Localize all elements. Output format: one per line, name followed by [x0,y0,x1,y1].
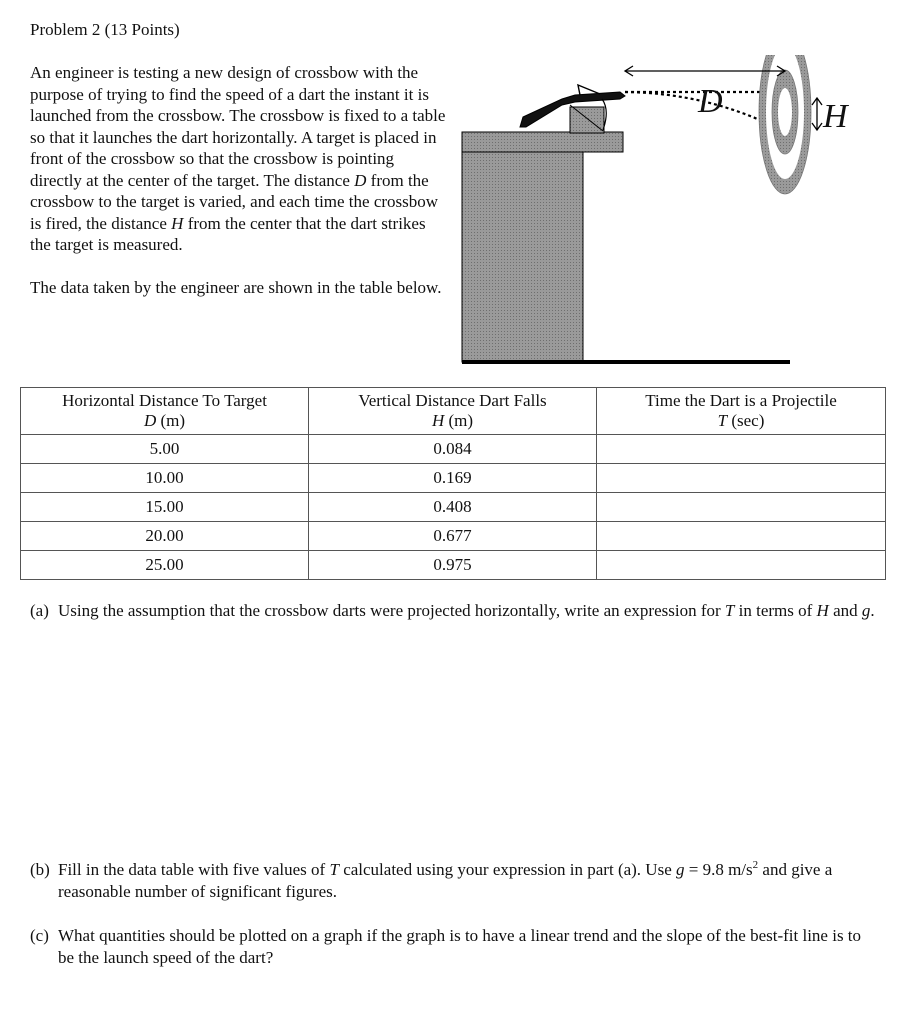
question-a-label: (a) [30,601,49,620]
label-h: H [823,98,848,135]
column-header-fall: Vertical Distance Dart Falls H (m) [309,388,597,435]
target-icon [759,55,811,194]
crossbow-diagram [450,55,900,375]
table-header-row [21,388,886,435]
table-row [21,522,886,551]
table-row [21,464,886,493]
data-table [20,387,886,580]
question-b-text: Fill in the data table with five values of T calculated using your expression in part (a). Use g = 9.8 $m/s^2$ and give a reasonable number of significant figures. [58,859,833,901]
cell-distance: 10.00 [21,464,309,493]
cell-distance: 25.00 [21,551,309,580]
table-row [21,551,886,580]
intro-paragraph-1: An engineer is testing a new design of crossbow with the purpose of trying to find the speed of a dart the instant it is launched from the crossbow. The crossbow is fixed to a table so that it launches the dart horizontally. A target is placed in front of the crossbow so that the crossbow is pointing directly at the center of the target. The distance D from the crossbow to the target is varied, and each time the crossbow is fired, the distance H from the center that the dart strikes the target is measured. [30,63,446,254]
cell-distance: 5.00 [21,435,309,464]
label-d: D [698,83,723,120]
table-icon [462,132,623,362]
question-c-text: What quantities should be plotted on a graph if the graph is to have a linear trend and the slope of the best-fit line is to be the launch speed of the dart? [58,926,862,967]
question-c [30,925,880,968]
ground-line [462,360,790,364]
intro-paragraph-2: The data taken by the engineer are shown in the table below. [30,278,442,297]
cell-fall: 0.084 [309,435,597,464]
cell-fall: 0.975 [309,551,597,580]
question-a-text: Using the assumption that the crossbow darts were projected horizontally, write an expression for T in terms of H and g. [58,601,875,620]
cell-fall: 0.169 [309,464,597,493]
cell-fall: 0.677 [309,522,597,551]
question-c-label: (c) [30,926,49,945]
question-a [30,600,880,622]
cell-distance: 20.00 [21,522,309,551]
cell-time-blank[interactable] [597,551,886,580]
distance-arrow-icon [625,66,785,76]
problem-title: Problem 2 (13 Points) [30,20,180,39]
cell-time-blank[interactable] [597,493,886,522]
table-row [21,435,886,464]
table-row [21,493,886,522]
cell-time-blank[interactable] [597,522,886,551]
cell-time-blank[interactable] [597,435,886,464]
cell-fall: 0.408 [309,493,597,522]
cell-time-blank[interactable] [597,464,886,493]
height-arrow-icon [812,98,822,130]
cell-distance: 15.00 [21,493,309,522]
question-b-label: (b) [30,860,50,879]
question-b [30,859,880,902]
column-header-time: Time the Dart is a Projectile T (sec) [597,388,886,435]
column-header-distance: Horizontal Distance To Target D (m) [21,388,309,435]
problem-intro [30,62,450,299]
crossbow-mount [570,107,604,133]
